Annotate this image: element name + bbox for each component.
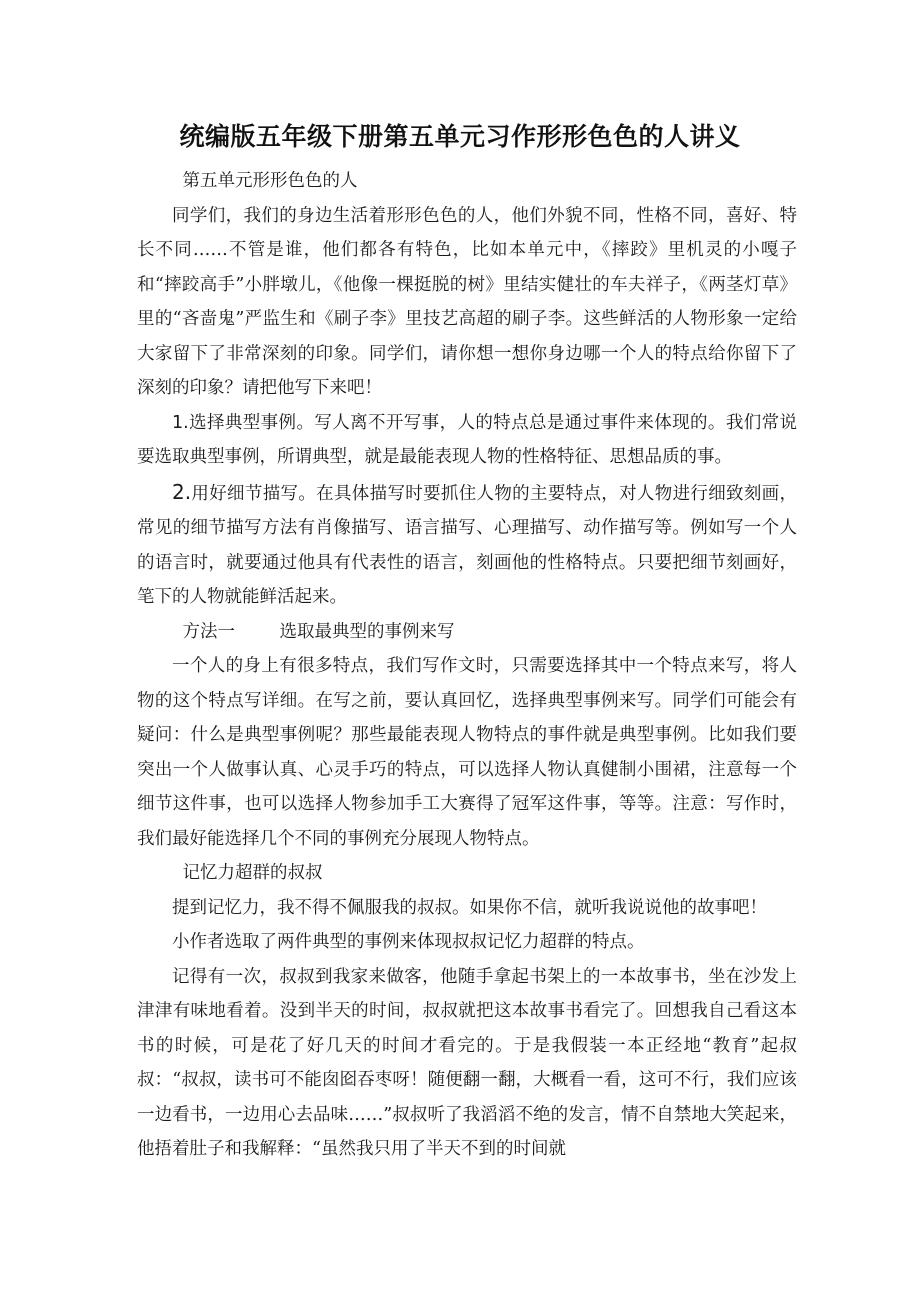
point-two-text: 用好细节描写。在具体描写时要抓住人物的主要特点，对人物进行细致刻画，常见的细节描写方法有肖像描写、语言描写、心理描写、动作描写等。例如写一个人的语言时，就要通过他具有代表性的语言，刻画他的性格特点。只要把细节刻画好，笔下的人物就能鲜活起来。: [137, 483, 797, 607]
point-one-text: 选择典型事例。写人离不开写事，人的特点总是通过事件来体现的。我们常说要选取典型事例，所谓典型，就是最能表现人物的性格特征、思想品质的事。: [137, 412, 797, 467]
point-one-paragraph: [137, 406, 797, 475]
example-title: 记忆力超群的叔叔: [182, 863, 323, 883]
example-paragraph-one: 提到记忆力，我不得不佩服我的叔叔。如果你不信，就听我说说他的故事吧！: [172, 897, 767, 918]
method-one-title: 选取最典型的事例来写: [279, 621, 455, 642]
point-two-paragraph: [137, 475, 797, 615]
point-one-number: 1.: [172, 412, 189, 433]
point-two-number: 2.: [172, 479, 192, 504]
example-paragraph-two: 小作者选取了两件典型的事例来体现叔叔记忆力超群的特点。: [172, 932, 645, 952]
document-title: 统编版五年级下册第五单元习作形形色色的人讲义: [179, 122, 741, 151]
method-one-label: 方法一: [182, 621, 235, 642]
intro-paragraph: 同学们，我们的身边生活着形形色色的人，他们外貌不同，性格不同，喜好、特长不同……不管是谁，他们都各有特色，比如本单元中，《摔跤》里机灵的小嘎子和“摔跤高手”小胖墩儿，《他像一棵挺脱的树》里结实健壮的车夫祥子，《两茎灯草》里的“吝啬鬼”严监生和《刷子李》里技艺高超的刷子李。这些鲜活的人物形象一定给大家留下了非常深刻的印象。同学们，请你想一想你身边哪一个人的特点给你留下了深刻的印象？请把他写下来吧！: [137, 205, 797, 398]
document-body: [137, 164, 797, 1167]
unit-subtitle: 第五单元形形色色的人: [182, 171, 358, 191]
example-paragraph-three: 记得有一次，叔叔到我家来做客，他随手拿起书架上的一本故事书，坐在沙发上津津有味地看着。没到半天的时间，叔叔就把这本故事书看完了。回想我自己看这本书的时候，可是花了好几天的时间才看完的。于是我假装一本正经地“教育”起叔叔：“叔叔，读书可不能囱囵吞枣呀！随便翻一翻，大概看一看，这可不行，我们应该一边看书，一边用心去品味……”叔叔听了我滔滔不绝的发言，情不自禁地大笑起来，他捂着肚子和我解释：“虽然我只用了半天不到的时间就: [137, 966, 797, 1159]
method-one-heading: [137, 615, 797, 650]
method-one-body: 一个人的身上有很多特点，我们写作文时，只需要选择其中一个特点来写，将人物的这个特点写详细。在写之前，要认真回忆，选择典型事例来写。同学们可能会有疑问：什么是典型事例呢？那些最能表现人物特点的事件就是典型事例。比如我们要突出一个人做事认真、心灵手巧的特点，可以选择人物认真健制小围裙，注意每一个细节这件事，也可以选择人物参加手工大赛得了冠军这件事，等等。注意：写作时，我们最好能选择几个不同的事例充分展现人物特点。: [137, 656, 797, 849]
